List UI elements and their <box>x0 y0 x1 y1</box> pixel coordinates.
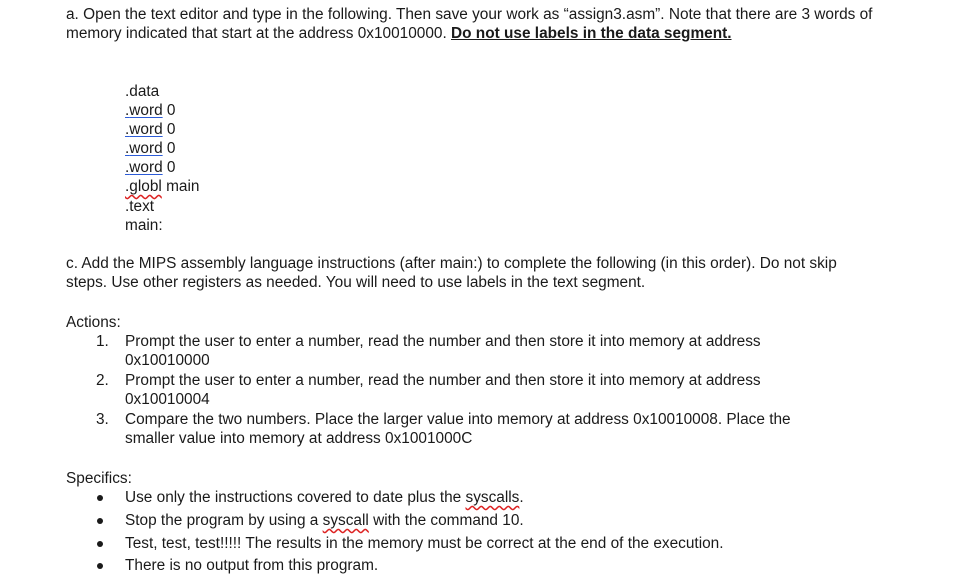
intro-bold-warning: Do not use labels in the data segment. <box>451 25 732 42</box>
code-globl-line <box>125 177 199 196</box>
action-2-line-2: 0x10010004 <box>125 391 210 408</box>
action-3-line-1: Compare the two numbers. Place the larger value into memory at address 0x10010008. Place the <box>125 411 791 428</box>
code-word-value: 0 <box>162 159 176 176</box>
code-word-line-2 <box>125 120 175 139</box>
code-word-keyword: .word <box>125 140 163 157</box>
code-globl-keyword: .globl <box>125 178 162 195</box>
code-word-line-4 <box>125 158 175 177</box>
code-main-label: main: <box>125 217 163 234</box>
specific-item-1: Use only the instructions covered to date plus the syscalls. <box>125 489 524 506</box>
action-number-2: 2. <box>96 372 109 389</box>
bullet-icon <box>97 563 103 569</box>
action-number-1: 1. <box>96 333 109 350</box>
specific-item-4: There is no output from this program. <box>125 557 379 574</box>
action-3-line-2: smaller value into memory at address 0x1001000C <box>125 430 473 447</box>
bullet-icon <box>97 518 103 524</box>
action-number-3: 3. <box>96 411 109 428</box>
syscall-keyword: syscall <box>322 512 369 529</box>
code-word-value: 0 <box>162 140 176 157</box>
code-globl-rest: main <box>161 178 200 195</box>
specific-item-2: Stop the program by using a syscall with the command 10. <box>125 512 524 529</box>
code-text-directive: .text <box>125 198 155 215</box>
action-1-line-1: Prompt the user to enter a number, read the number and then store it into memory at address <box>125 333 761 350</box>
bullet-icon <box>97 495 103 501</box>
specifics-heading: Specifics: <box>66 470 132 487</box>
syscalls-keyword: syscalls <box>465 489 520 506</box>
actions-heading: Actions: <box>66 314 121 331</box>
code-word-line-1 <box>125 101 175 120</box>
code-word-value: 0 <box>162 121 176 138</box>
code-word-keyword: .word <box>125 121 163 138</box>
bullet-icon <box>97 541 103 547</box>
intro-text: a. Open the text editor and type in the following. Then save your work as “assign3.asm”. Note that there are 3 words of memory indicated that start at the address 0x10010000. <box>66 6 873 42</box>
code-word-keyword: .word <box>125 159 163 176</box>
action-2-line-1: Prompt the user to enter a number, read the number and then store it into memory at address <box>125 372 761 389</box>
specific-item-3: Test, test, test!!!!! The results in the memory must be correct at the end of the execution. <box>125 535 724 552</box>
action-1-line-2: 0x10010000 <box>125 352 210 369</box>
code-word-value: 0 <box>162 102 176 119</box>
code-word-keyword: .word <box>125 102 163 119</box>
code-data-directive: .data <box>125 83 160 100</box>
intro-paragraph <box>66 5 926 43</box>
part-c-paragraph: c. Add the MIPS assembly language instructions (after main:) to complete the following (in this order). Do not skip steps. Use other registers as needed. You will need to use labels in the text segment. <box>66 255 837 291</box>
code-word-line-3 <box>125 139 175 158</box>
